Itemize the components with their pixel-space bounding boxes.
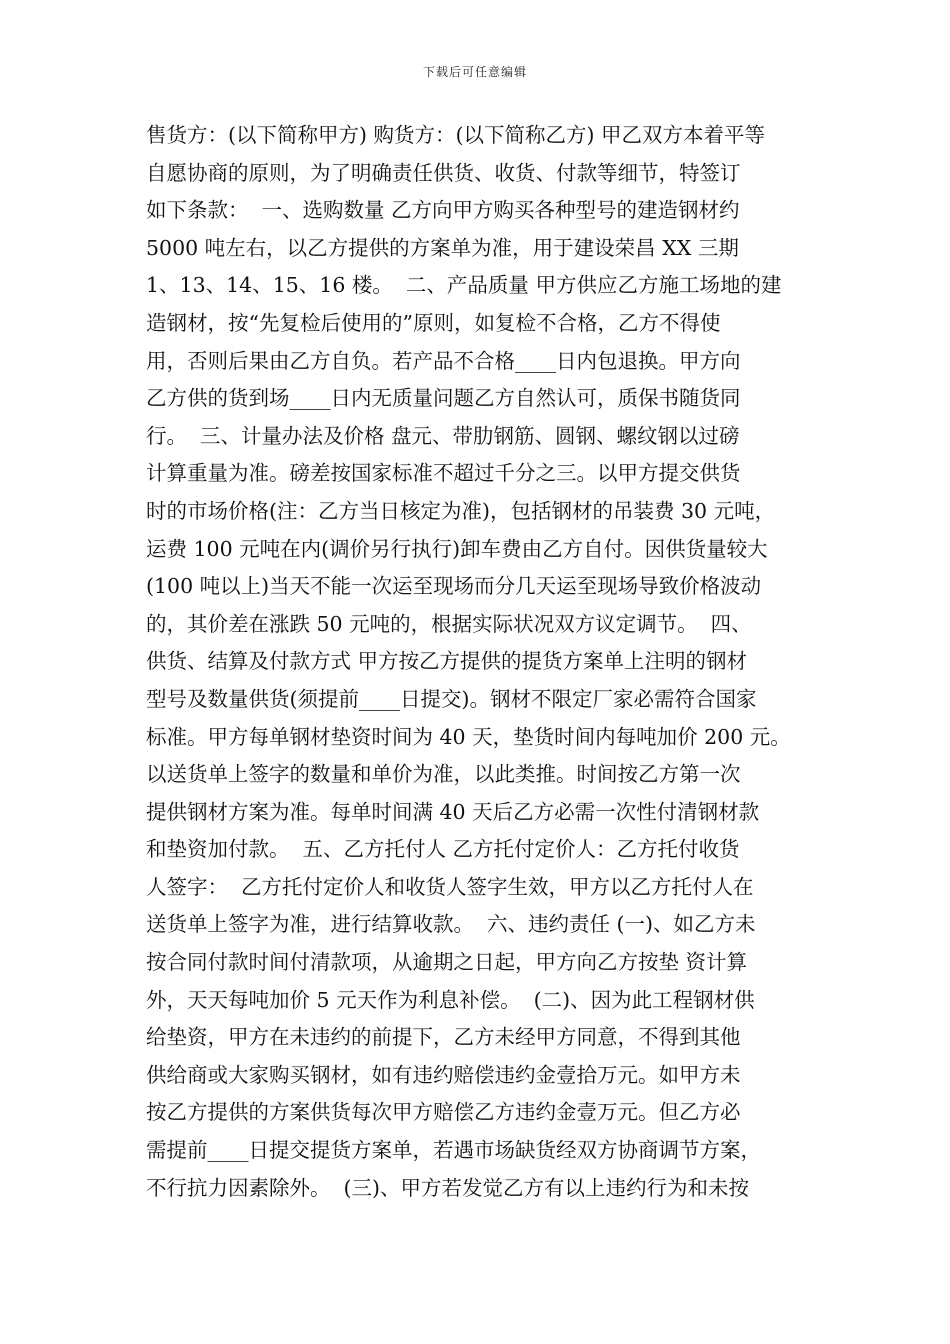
- body-line: 给垫资，甲方在未违约的前提下，乙方未经甲方同意，不得到其他: [146, 1025, 741, 1050]
- page-header: 下载后可任意编辑: [422, 65, 527, 79]
- body-line: 如下条款： 一、选购数量 乙方向甲方购买各种型号的建造钢材约: [146, 198, 740, 223]
- body-line: 自愿协商的原则，为了明确责任供货、收货、付款等细节，特签订: [146, 160, 741, 185]
- body-line: 人签字： 乙方托付定价人和收货人签字生效，甲方以乙方托付人在: [146, 874, 754, 899]
- body-line: (100 吨以上)当天不能一次运至现场而分几天运至现场导致价格波动: [146, 574, 762, 599]
- body-line: 按乙方提供的方案供货每次甲方赔偿乙方违约金壹万元。但乙方必: [146, 1100, 741, 1125]
- body-line: 售货方：(以下简称甲方) 购货方：(以下简称乙方) 甲乙双方本着平等: [146, 123, 766, 147]
- body-line: 供给商或大家购买钢材，如有违约赔偿违约金壹拾万元。如甲方未: [146, 1062, 741, 1087]
- body-line: 行。 三、计量办法及价格 盘元、带肋钢筋、圆钢、螺纹钢以过磅: [146, 423, 740, 448]
- body-line: 标准。甲方每单钢材垫资时间为 40 天，垫货时间内每吨加价 200 元。: [146, 724, 791, 749]
- body-line: 运费 100 元吨在内(调价另行执行)卸车费由乙方自付。因供货量较大: [146, 536, 768, 561]
- body-line: 的，其价差在涨跌 50 元吨的，根据实际状况双方议定调节。 四、: [146, 611, 752, 636]
- body-line: 按合同付款时间付清款项，从逾期之日起，甲方向乙方按垫 资计算: [146, 950, 748, 975]
- body-line: 供货、结算及付款方式 甲方按乙方提供的提货方案单上注明的钢材: [146, 649, 748, 674]
- body-line: 不行抗力因素除外。 (三)、甲方若发觉乙方有以上违约行为和未按: [146, 1175, 750, 1200]
- body-line: 需提前____日提交提货方案单，若遇市场缺货经双方协商调节方案，: [146, 1138, 761, 1163]
- body-line: 外，天天每吨加价 5 元天作为利息补偿。 (二)、因为此工程钢材供: [146, 987, 755, 1012]
- body-line: 型号及数量供货(须提前____日提交)。钢材不限定厂家必需符合国家: [146, 686, 757, 711]
- body-line: 以送货单上签字的数量和单价为准，以此类推。时间按乙方第一次: [146, 762, 741, 787]
- body-line: 提供钢材方案为准。每单时间满 40 天后乙方必需一次性付清钢材款: [146, 799, 760, 824]
- body-line: 送货单上签字为准，进行结算收款。 六、违约责任 (一)、如乙方未: [146, 912, 756, 937]
- body-line: 时的市场价格(注：乙方当日核定为准)，包括钢材的吊装费 30 元吨，: [146, 498, 776, 523]
- body-line: 计算重量为准。磅差按国家标准不超过千分之三。以甲方提交供货: [146, 461, 741, 486]
- body-line: 和垫资加付款。 五、乙方托付人 乙方托付定价人：乙方托付收货: [146, 837, 740, 862]
- body-line: 用，否则后果由乙方自负。若产品不合格____日内包退换。甲方向: [146, 348, 741, 373]
- body-line: 造钢材，按“先复检后使用的”原则，如复检不合格，乙方不得使: [146, 310, 721, 335]
- body-line: 乙方供的货到场____日内无质量问题乙方自然认可，质保书随货同: [146, 386, 741, 411]
- body-line: 5000 吨左右，以乙方提供的方案单为准，用于建设荣昌 XX 三期: [146, 235, 739, 260]
- document-body: [146, 117, 810, 1207]
- body-line: 1、13、14、15、16 楼。 二、产品质量 甲方供应乙方施工场地的建: [146, 273, 782, 298]
